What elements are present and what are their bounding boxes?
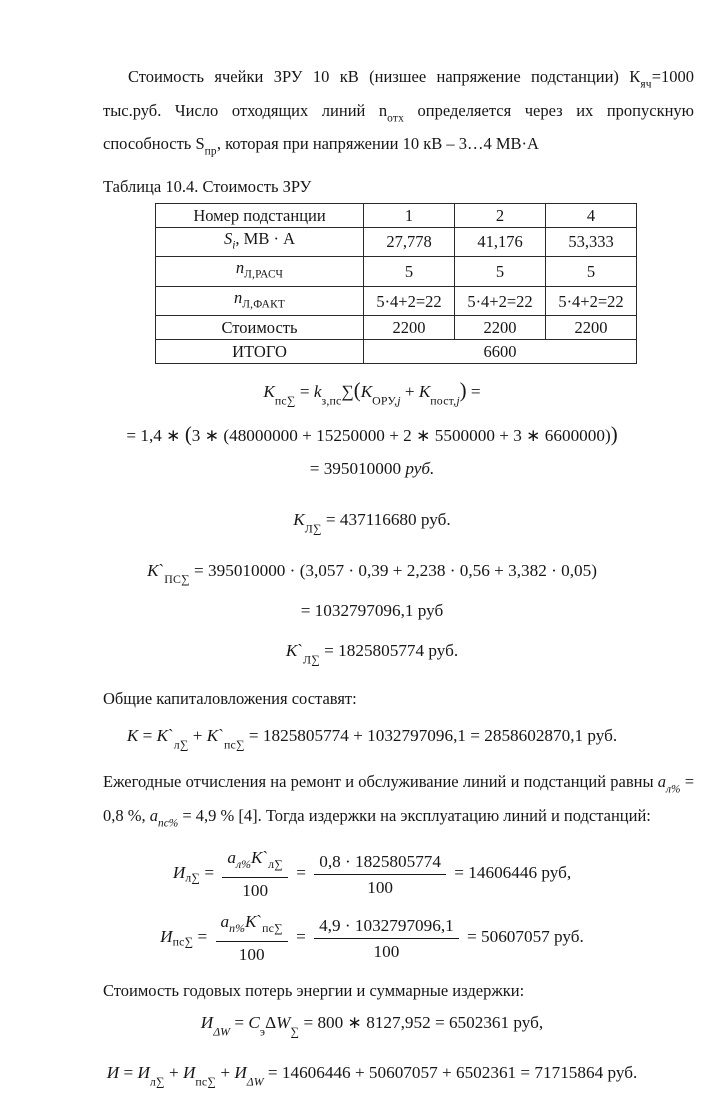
table-row-lines-calc [156,257,637,287]
formula-k-total: $К = К`_{л\sum}$ + $К`_{пс\sum} = 1825805774 + 1032797096,1 = 2858602870,1$ руб. [126,725,618,752]
intro-paragraph: Стоимость ячейки ЗРУ 10 кВ (низшее напряжение подстанции) $К_{яч}=1000$ тыс.руб. Число отходящих линий $n_{отх}$ определяется через их пропускную способность $S_{пр}$, которая при напряжении 10 кВ – 3…4 МВ·А [103,67,695,158]
table-row-power [156,227,637,257]
cell-value: 2200 [364,316,455,340]
losses-paragraph: Стоимость годовых потерь энергии и суммарные издержки: [103,981,525,1001]
cell-value: 41,176 [455,227,546,257]
cell-value: 2200 [455,316,546,340]
zru-cost-table [155,203,637,365]
formula-kl-sum: $К_{Л\sum} = 437116680$ руб. [293,509,451,535]
cell-value: 53,333 [546,227,637,257]
cell-value: 5·4+2=22 [546,286,637,316]
cell-value: 1 [364,203,455,227]
formula-kl-prime: $К`_{Л\sum} = 1825805774$ руб. [285,640,459,666]
cell-value: 2 [455,203,546,227]
table-row-lines-fact [156,286,637,316]
cell-value: 5·4+2=22 [364,286,455,316]
table-row-cost [156,316,637,340]
total-value: 6600 [364,340,637,364]
capital-paragraph: Общие капиталовложения составят: [103,688,357,708]
cell-value: 27,778 [364,227,455,257]
row-label: Номер подстанции [156,203,364,227]
formula-i-substations: Ипс∑ = $\frac{а_{п\%}К`_{пс\sum}}{100}$ = $\frac{4,9 \cdot 1032797096,1}{100}$ = 50607057 руб. [160,912,584,965]
annual-deductions-paragraph: Ежегодные отчисления на ремонт и обслуживание линий и подстанций равны $а_{л\%} = 0,8$ %, $а_{пс\%} = 4,9$ % [4]. Тогда издержки на эксплуатацию линий и подстанций: [103,772,694,830]
row-label: $n_{Л,ФАКТ}$ [156,286,364,316]
formula-kps-sum-line3: = 395010000 руб. [309,458,435,478]
cell-value: 5 [455,257,546,287]
formula-i-energy: $И_{\Delta W} = C_э\Delta W_\sum = 800$ ∗ 8127,952 = 6502361 руб, [200,1013,544,1039]
formula-kps-prime-line2: = 1032797096,1 руб [300,600,444,620]
formula-kps-sum-line2: = 1,4 ∗ (3 ∗ (48000000 + 15250000 + 2 ∗ 5500000 + 3 ∗ 6600000)) [126,421,618,446]
cell-value: 5·4+2=22 [455,286,546,316]
row-label: ИТОГО [156,340,364,364]
cell-value: 4 [546,203,637,227]
formula-i-lines: Ил∑ = $\frac{а_{л\%}К`_{л\sum}}{100}$ = $\frac{0,8 \cdot 1825805774}{100}$ = 14606446 руб, [172,848,572,901]
formula-i-total: $И = И_{л\sum} + И_{пс\sum} + И_{\Delta W} = 14606446 + 50607057 + 6502361 = 71715864$ руб. [106,1063,638,1089]
row-label: $n_{Л,РАСЧ}$ [156,257,364,287]
formula-kps-sum-line1: $К_{пс\sum} = k_{з,пс}\sum(К_{ОРУ,j} + К_{пост,j})$ = [263,378,481,408]
cell-value: 5 [364,257,455,287]
formula-kps-prime-line1: $К`_{ПС\sum} = 395010000 \cdot (3,057 \cdot 0,39 + 2,238 \cdot 0,56 + 3,382 \cdot 0,05)$ [147,560,597,586]
row-label: Стоимость [156,316,364,340]
cell-value: 2200 [546,316,637,340]
table-row-substation-number [156,203,637,227]
row-label: $S_i$, МВ · А [156,227,364,257]
table-row-total [156,340,637,364]
table-caption: Таблица 10.4. Стоимость ЗРУ [103,176,312,196]
cell-value: 5 [546,257,637,287]
